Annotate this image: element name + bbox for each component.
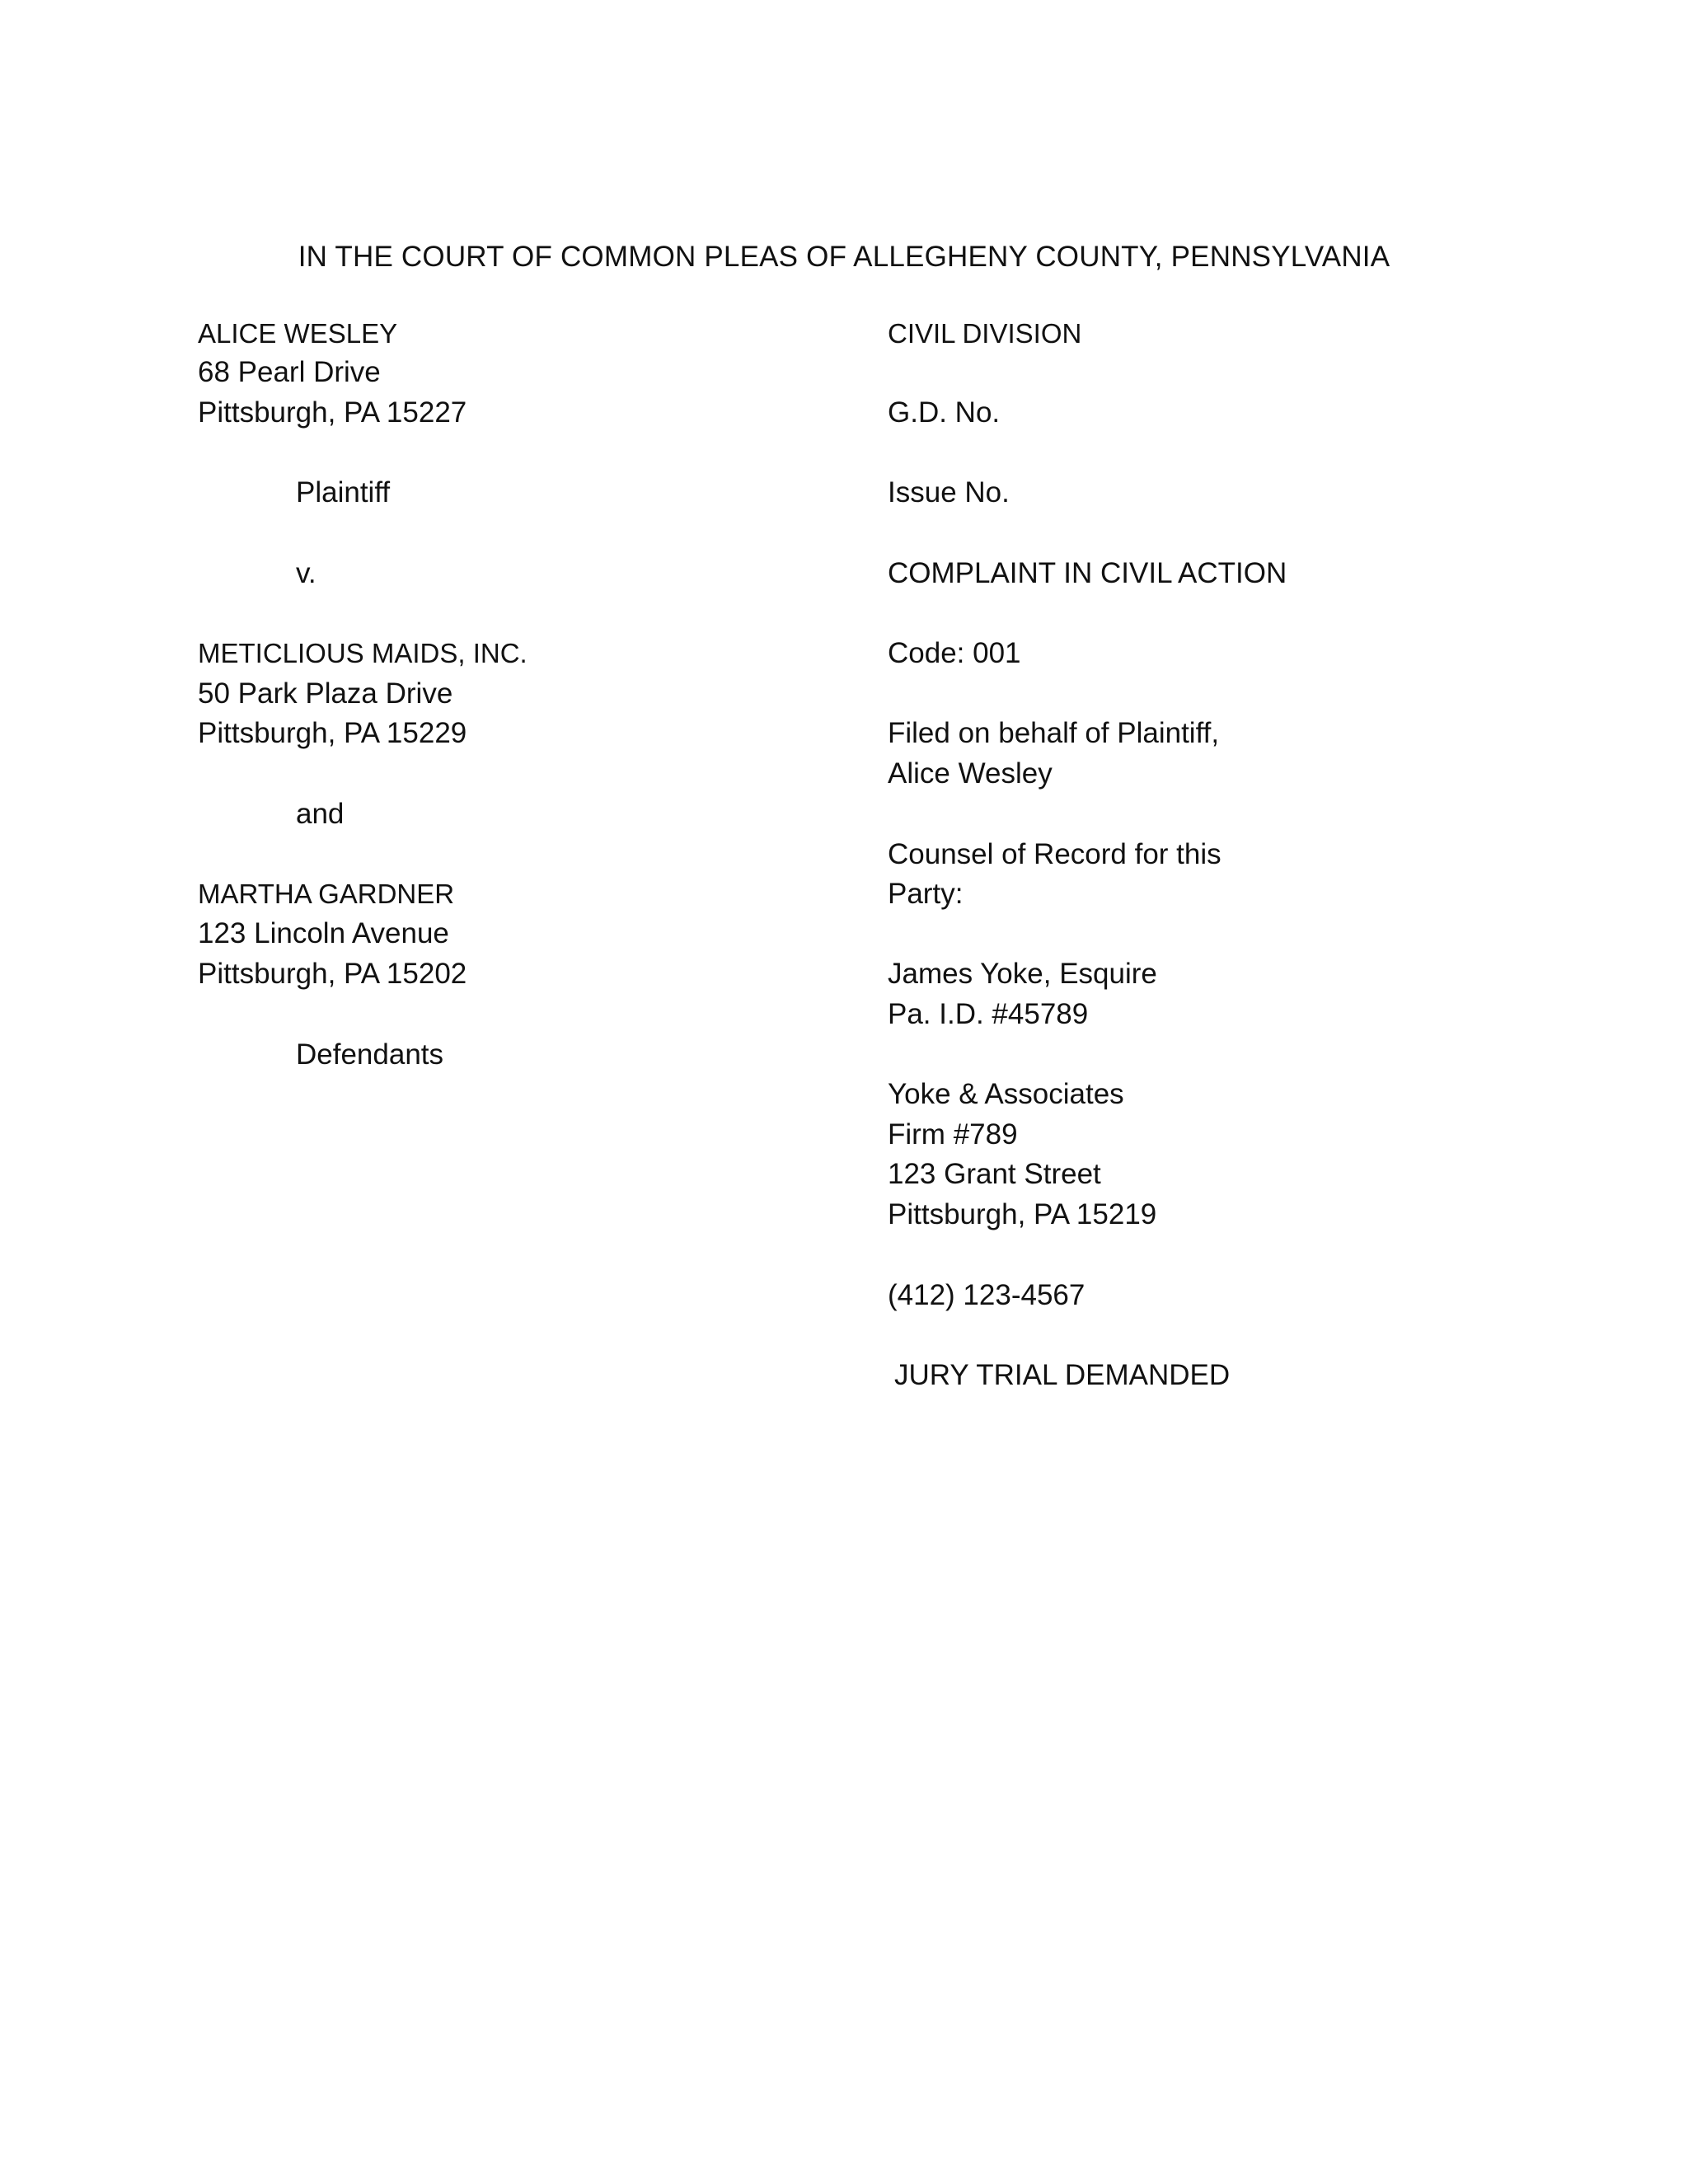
firm-name: Yoke & Associates xyxy=(888,1078,1124,1110)
filed-on-behalf-line-2: Alice Wesley xyxy=(888,757,1053,790)
versus-label: v. xyxy=(296,557,316,589)
issue-number-label: Issue No. xyxy=(888,476,1010,509)
defendant-1-name: METICLIOUS MAIDS, INC. xyxy=(198,638,528,668)
counsel-of-record-line-2: Party: xyxy=(888,878,964,910)
defendant-2-address-line-2: Pittsburgh, PA 15202 xyxy=(198,958,467,990)
firm-address-line-2: Pittsburgh, PA 15219 xyxy=(888,1198,1157,1230)
firm-number: Firm #789 xyxy=(888,1118,1018,1151)
counsel-of-record-line-1: Counsel of Record for this xyxy=(888,838,1221,870)
defendant-1-address-line-1: 50 Park Plaza Drive xyxy=(198,677,453,710)
plaintiff-name: ALICE WESLEY xyxy=(198,318,398,349)
division-label: CIVIL DIVISION xyxy=(888,318,1082,349)
defendants-label: Defendants xyxy=(296,1038,444,1071)
defendant-2-address-line-1: 123 Lincoln Avenue xyxy=(198,917,449,949)
phone-number: (412) 123-4567 xyxy=(888,1279,1085,1311)
code-label: Code: 001 xyxy=(888,637,1021,669)
attorney-name: James Yoke, Esquire xyxy=(888,958,1157,990)
defendant-1-address-line-2: Pittsburgh, PA 15229 xyxy=(198,717,467,749)
filed-on-behalf-line-1: Filed on behalf of Plaintiff, xyxy=(888,717,1220,749)
gd-number-label: G.D. No. xyxy=(888,396,1001,429)
jury-trial-demand: JURY TRIAL DEMANDED xyxy=(894,1359,1231,1391)
attorney-id: Pa. I.D. #45789 xyxy=(888,998,1089,1030)
court-heading: IN THE COURT OF COMMON PLEAS OF ALLEGHENY COUNTY, PENNSYLVANIA xyxy=(298,241,1390,273)
and-label: and xyxy=(296,798,345,830)
plaintiff-address-line-1: 68 Pearl Drive xyxy=(198,356,381,388)
plaintiff-address-line-2: Pittsburgh, PA 15227 xyxy=(198,396,467,429)
firm-address-line-1: 123 Grant Street xyxy=(888,1158,1101,1190)
complaint-type: COMPLAINT IN CIVIL ACTION xyxy=(888,557,1287,589)
defendant-2-name: MARTHA GARDNER xyxy=(198,879,455,909)
plaintiff-label: Plaintiff xyxy=(296,476,391,509)
